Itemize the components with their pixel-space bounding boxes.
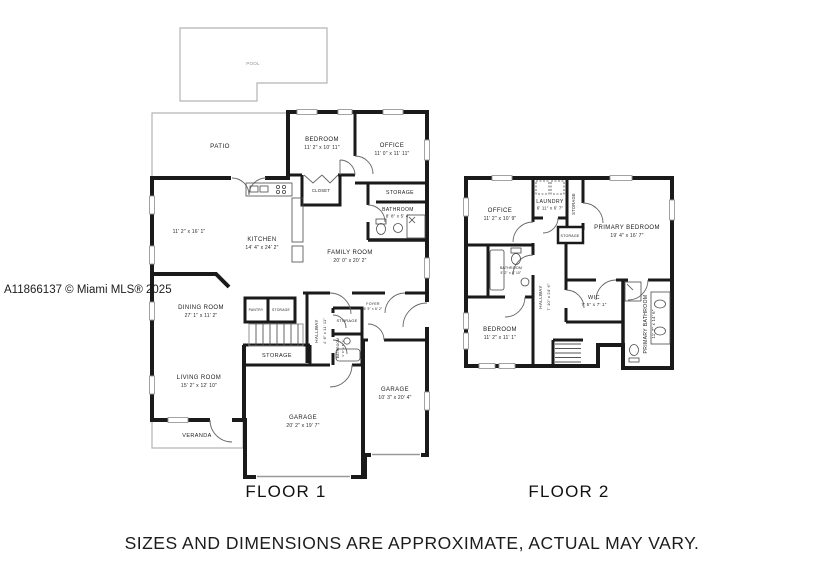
garage-dims: 20' 2" x 19' 7" (286, 423, 320, 429)
bathroom-label: BATHROOM (382, 207, 414, 213)
storage-top-label: STORAGE (385, 190, 415, 196)
bathroom-dims: 8' 8" x 5' 4" (385, 213, 411, 219)
dining-room-label: DINING ROOM (178, 305, 224, 311)
wic-dims: 7' 5" x 7' 1" (581, 302, 607, 307)
floor2-title: FLOOR 2 (528, 482, 610, 501)
bathroom2f2-dims: 5' 2" x 8' 10" (500, 271, 522, 275)
storage-hall-label: STORAGE (336, 318, 358, 323)
living-room-label: LIVING ROOM (176, 375, 222, 381)
foyer-dims: 6' 9" x 6' 2" (363, 307, 383, 311)
veranda-door-arc (210, 420, 232, 442)
family-room-dims: 20' 0" x 20' 2" (333, 258, 367, 264)
hallway2-label: HALLWAY (538, 285, 543, 309)
storage-stairs-label: STORAGE (272, 308, 290, 312)
bedroom-label: BEDROOM (305, 137, 339, 143)
hallway2-dims: 7' 10" x 24' 6" (546, 283, 551, 311)
pantry-label: PANTRY (248, 308, 264, 312)
floor1-title: FLOOR 1 (245, 482, 327, 501)
garage2-label: GARAGE (380, 387, 410, 393)
hallway-dims: 4' 6" x 11' 11" (322, 318, 327, 344)
laundry-label: LAUNDRY (536, 199, 564, 205)
wic-label: WIC (588, 295, 600, 301)
kitchen-label: KITCHEN (247, 237, 277, 243)
kitchen-dims: 14' 4" x 24' 2" (245, 245, 279, 251)
family-room-label: FAMILY ROOM (327, 250, 373, 256)
storage-side-label: STORAGE (571, 193, 576, 215)
patio-label: PATIO (210, 143, 230, 150)
bathroom2-dims: 4' 6" x 8' 1" (341, 339, 345, 357)
garage2-dims: 10' 3" x 20' 4" (378, 395, 412, 401)
mls-watermark: A11866137 © Miami MLS® 2025 (4, 284, 172, 296)
bathroom2-label: BATHROOM (336, 337, 340, 359)
nook-dims: 11' 2" x 16' 1" (172, 229, 206, 235)
primary-bedroom-dims: 19' 4" x 16' 7" (610, 233, 644, 239)
dining-room-dims: 27' 1" x 11' 2" (184, 313, 218, 319)
bedroom-dims: 11' 2" x 10' 11" (304, 145, 340, 151)
storage-garage-label: STORAGE (261, 353, 293, 359)
pool-label: POOL (246, 61, 260, 66)
bedroom2-label: BEDROOM (483, 327, 517, 333)
office2-label: OFFICE (487, 208, 513, 214)
floor2-plan (464, 176, 675, 502)
primary-bathroom-label: PRIMARY BATHROOM (643, 294, 649, 354)
office-dims: 11' 0" x 11' 11" (374, 151, 410, 157)
bathroom2f2-label: BATHROOM (499, 266, 523, 270)
disclaimer-text: SIZES AND DIMENSIONS ARE APPROXIMATE, ACTUAL MAY VARY. (124, 533, 700, 553)
closet-label: CLOSET (312, 188, 330, 193)
veranda-label: VERANDA (182, 433, 212, 439)
office-label: OFFICE (379, 143, 405, 149)
primary-bathroom-dims: 11' 7" x 14' 6" (651, 309, 656, 339)
bedroom2-dims: 11' 2" x 11' 1" (483, 335, 517, 341)
office2-dims: 11' 2" x 10' 9" (483, 216, 517, 222)
floor1-plan (150, 28, 430, 501)
living-room-dims: 15' 2" x 12' 10" (180, 383, 218, 389)
garage-label: GARAGE (288, 415, 318, 421)
laundry-dims: 6' 11" x 6' 7" (536, 205, 564, 211)
primary-bedroom-label: PRIMARY BEDROOM (594, 225, 660, 231)
hallway-label: HALLWAY (314, 319, 319, 343)
storage-small-label: STORAGE (560, 234, 580, 238)
foyer-label: FOYER (366, 302, 380, 306)
